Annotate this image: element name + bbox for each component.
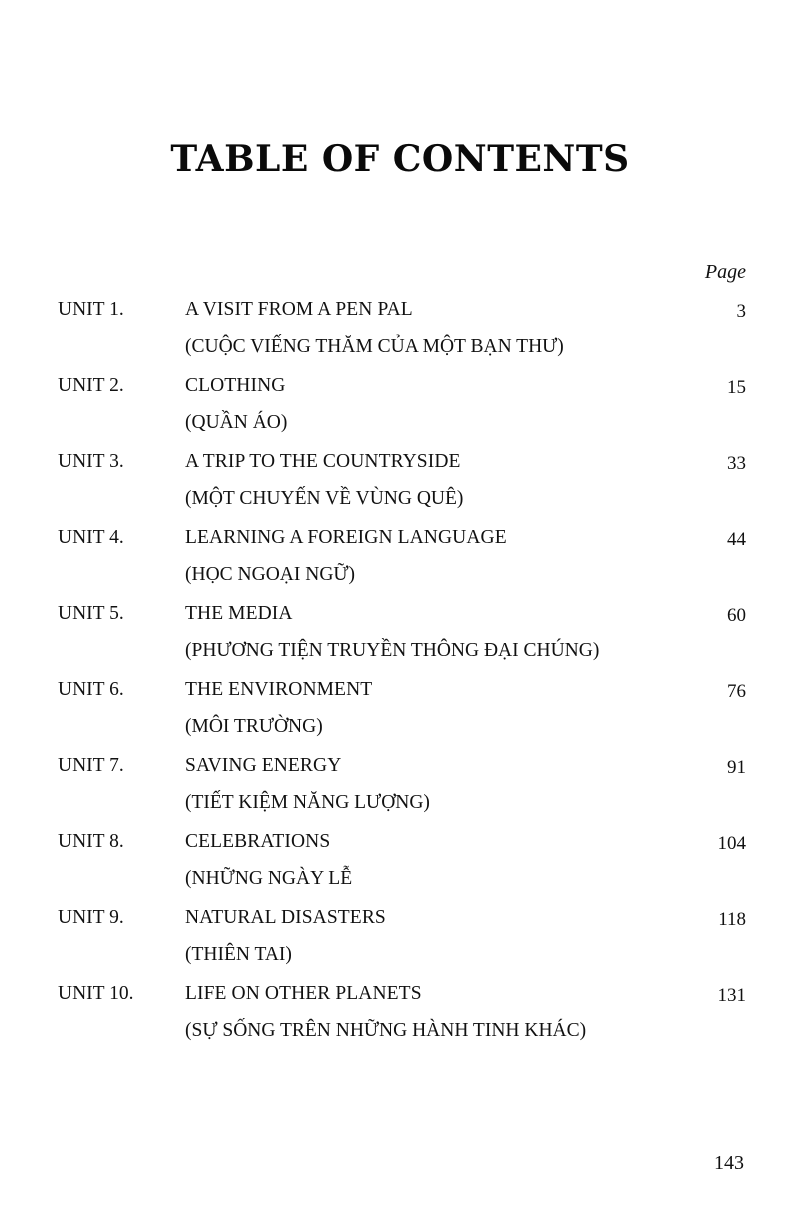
unit-title: CELEBRATIONS xyxy=(185,831,331,852)
unit-subtitle: (QUẦN ÁO) xyxy=(185,412,288,433)
unit-title: LIFE ON OTHER PLANETS xyxy=(185,983,422,1004)
page-number: 76 xyxy=(727,681,746,702)
toc-entry xyxy=(58,980,746,1056)
toc-entry xyxy=(58,296,746,372)
unit-number: UNIT 8. xyxy=(58,831,124,852)
page-number: 33 xyxy=(727,453,746,474)
unit-number: UNIT 10. xyxy=(58,983,134,1004)
unit-subtitle: (SỰ SỐNG TRÊN NHỮNG HÀNH TINH KHÁC) xyxy=(185,1020,587,1041)
page-number: 131 xyxy=(717,985,746,1006)
page-title: TABLE OF CONTENTS xyxy=(170,138,630,180)
page-number: 60 xyxy=(727,605,746,626)
toc-entry xyxy=(58,676,746,752)
folio-page-number: 143 xyxy=(714,1152,744,1174)
unit-number: UNIT 3. xyxy=(58,451,124,472)
page-number: 91 xyxy=(727,757,746,778)
page-column-label: Page xyxy=(704,261,746,283)
unit-title: LEARNING A FOREIGN LANGUAGE xyxy=(185,527,507,548)
unit-subtitle: (CUỘC VIẾNG THĂM CỦA MỘT BẠN THƯ) xyxy=(185,336,564,357)
unit-title: NATURAL DISASTERS xyxy=(185,907,386,928)
toc-entry xyxy=(58,600,746,676)
unit-title: THE MEDIA xyxy=(185,603,293,624)
unit-subtitle: (THIÊN TAI) xyxy=(185,944,292,965)
toc-entry xyxy=(58,524,746,600)
unit-subtitle: (NHỮNG NGÀY LỄ xyxy=(185,868,353,889)
unit-title: A TRIP TO THE COUNTRYSIDE xyxy=(185,451,461,472)
unit-number: UNIT 6. xyxy=(58,679,124,700)
unit-number: UNIT 5. xyxy=(58,603,124,624)
page-number: 15 xyxy=(727,377,746,398)
unit-subtitle: (HỌC NGOẠI NGỮ) xyxy=(185,564,356,585)
page-number: 104 xyxy=(717,833,746,854)
unit-title: CLOTHING xyxy=(185,375,286,396)
unit-subtitle: (TIẾT KIỆM NĂNG LƯỢNG) xyxy=(185,792,430,813)
unit-number: UNIT 2. xyxy=(58,375,124,396)
unit-number: UNIT 1. xyxy=(58,299,124,320)
toc-entry xyxy=(58,448,746,524)
toc-entry xyxy=(58,752,746,828)
table-of-contents xyxy=(58,296,746,1056)
unit-subtitle: (MÔI TRƯỜNG) xyxy=(185,716,323,737)
unit-number: UNIT 4. xyxy=(58,527,124,548)
toc-entry xyxy=(58,372,746,448)
unit-title: THE ENVIRONMENT xyxy=(185,679,373,700)
toc-entry xyxy=(58,904,746,980)
unit-title: SAVING ENERGY xyxy=(185,755,342,776)
unit-number: UNIT 7. xyxy=(58,755,124,776)
toc-entry xyxy=(58,828,746,904)
unit-number: UNIT 9. xyxy=(58,907,124,928)
page-number: 3 xyxy=(736,301,746,322)
unit-title: A VISIT FROM A PEN PAL xyxy=(185,299,413,320)
page-number: 118 xyxy=(718,909,746,930)
unit-subtitle: (MỘT CHUYẾN VỀ VÙNG QUÊ) xyxy=(185,488,464,509)
page-number: 44 xyxy=(727,529,746,550)
unit-subtitle: (PHƯƠNG TIỆN TRUYỀN THÔNG ĐẠI CHÚNG) xyxy=(185,640,600,661)
